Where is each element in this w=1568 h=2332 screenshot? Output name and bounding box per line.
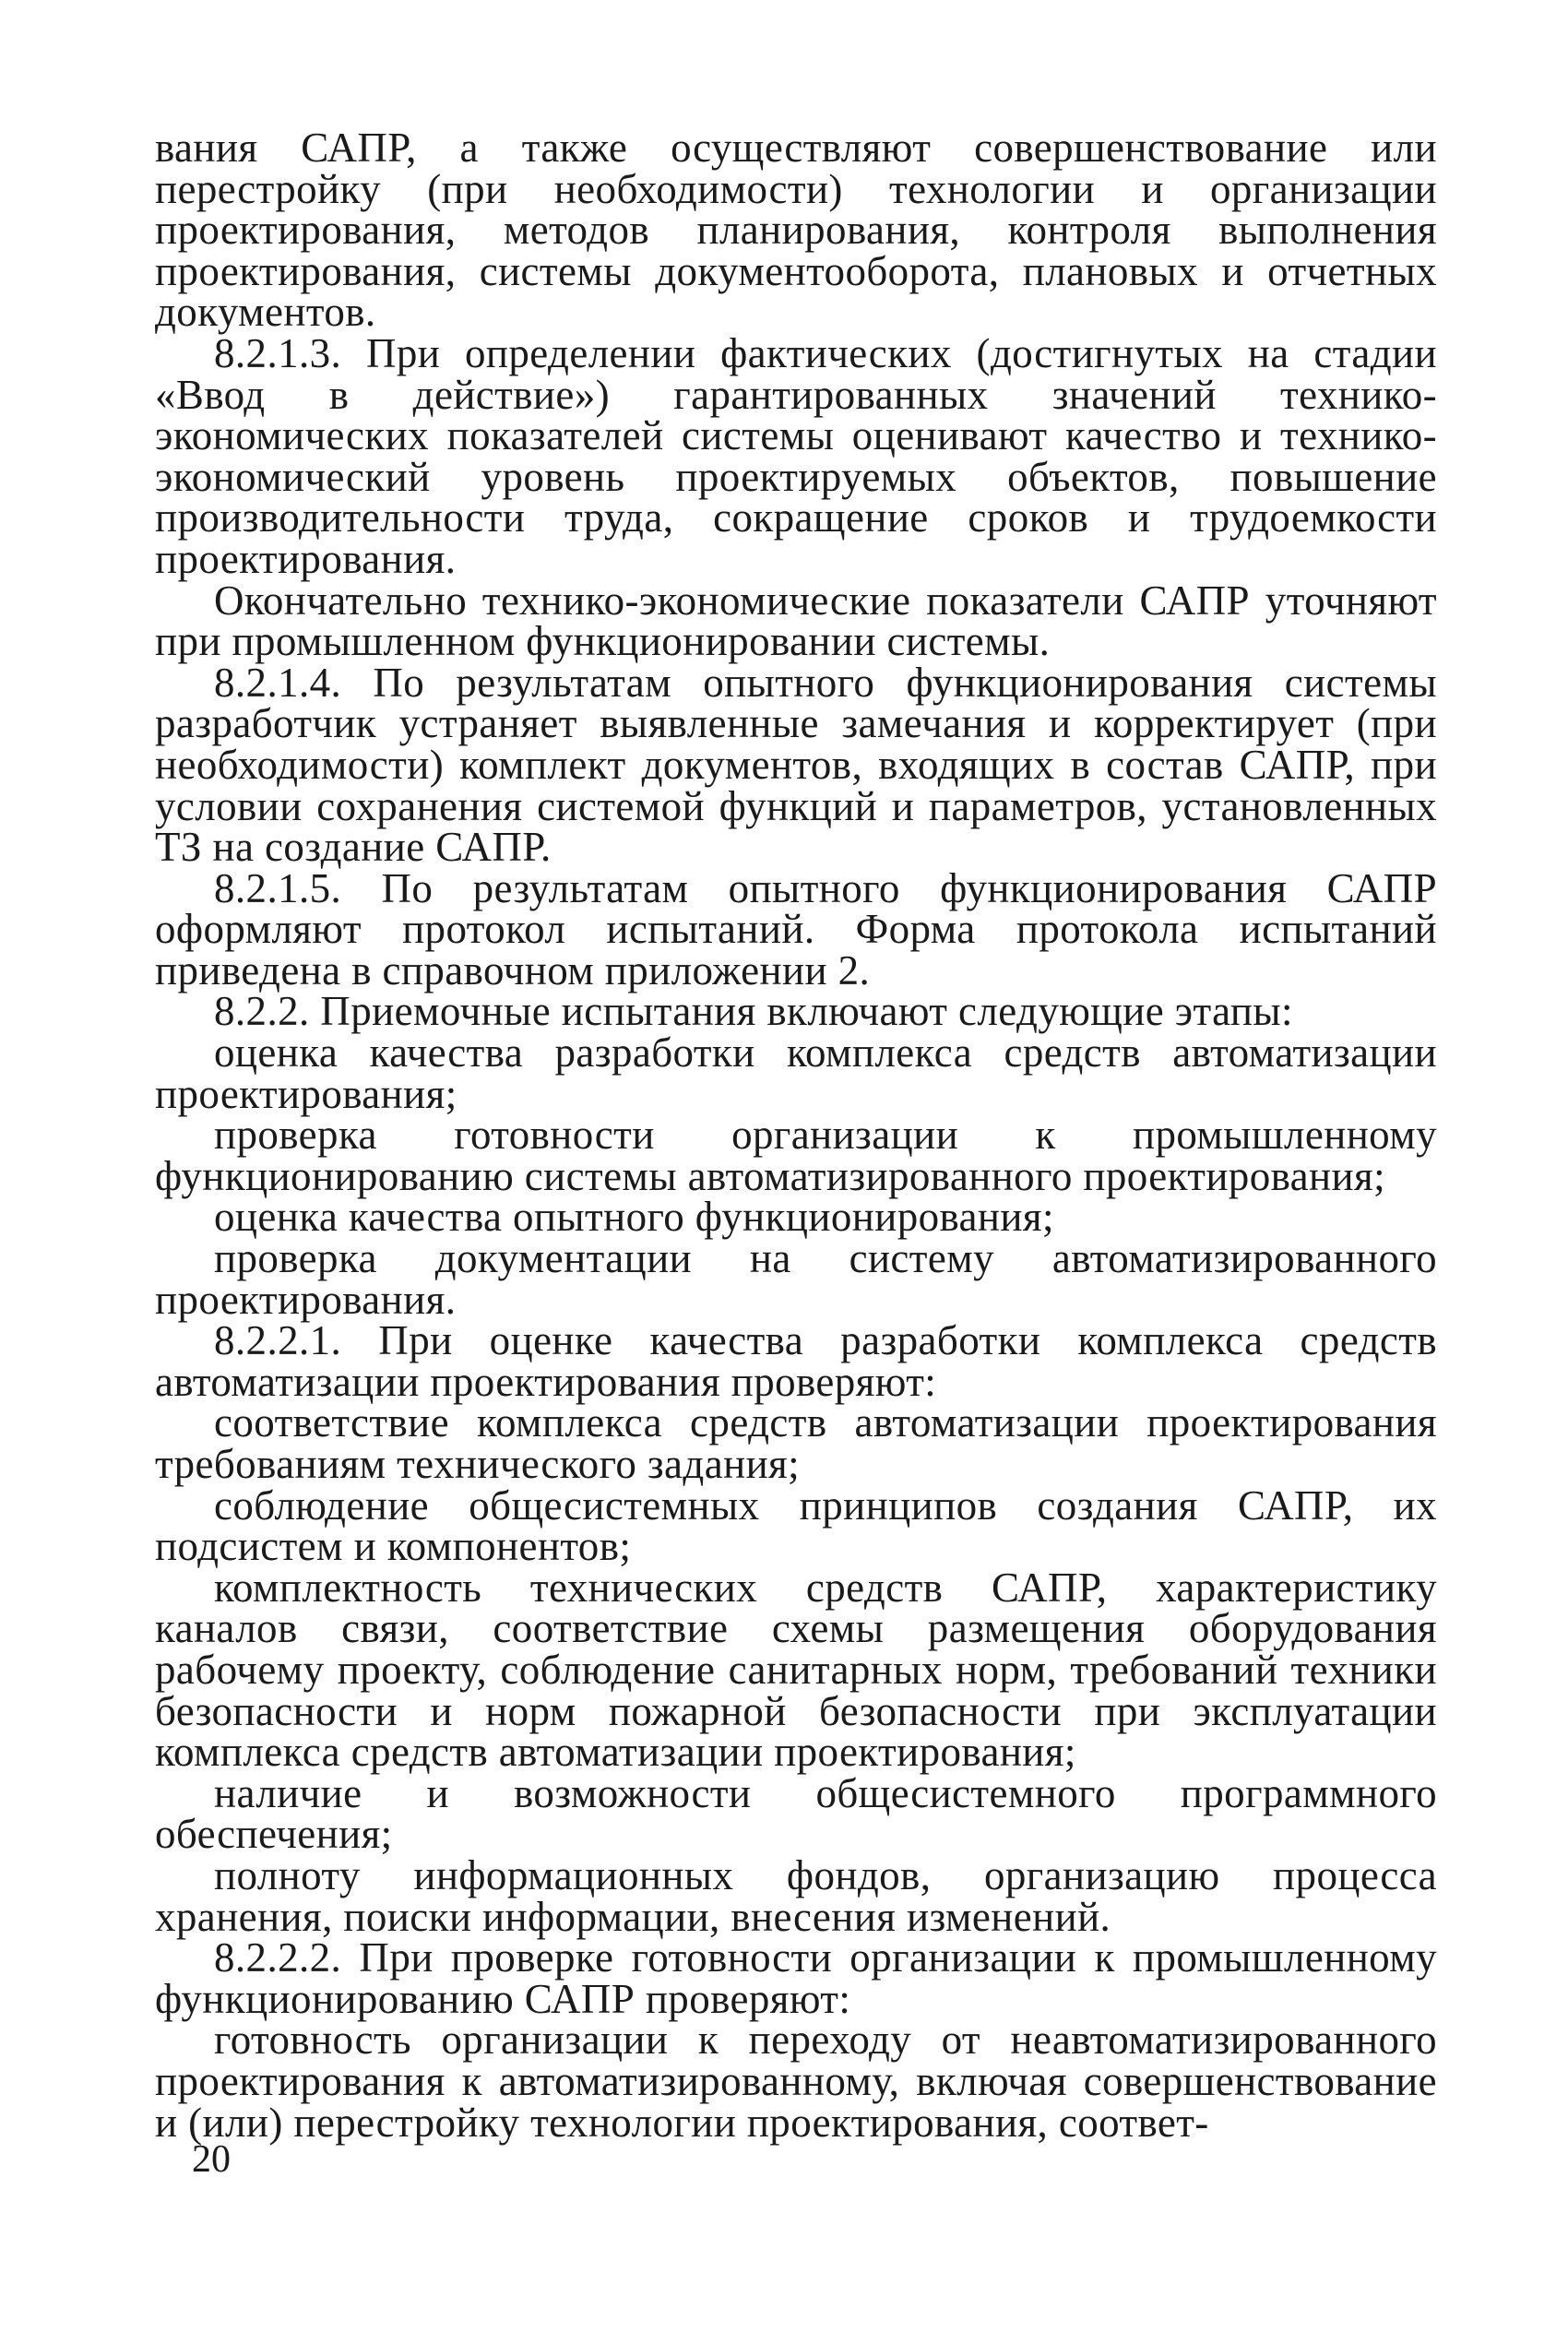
list-item: готовность организации к переходу от неавтоматизированного проектирования к автоматизированному, включая совершенствование и (или) перестройку технологии проектирования, соответ-	[155, 2017, 1437, 2146]
list-item: проверка готовности организации к промышленному функционированию системы автоматизированного проектирования;	[155, 1112, 1437, 1199]
list-item: наличие и возможности общесистемного программного обеспечения;	[155, 1769, 1437, 1858]
list-item: оценка качества разработки комплекса средств автоматизации проектирования;	[155, 1029, 1437, 1117]
paragraph-8-2-1-4: 8.2.1.4. По результатам опытного функционирования системы разработчик устраняет выявленные замечания и корректирует (при необходимости) комплект документов, входящих в состав САПР, при условии сохранения системой функций и параметров, установленных ТЗ на создание САПР.	[155, 659, 1437, 871]
page-number: 20	[192, 2138, 231, 2181]
paragraph-8-2-2: 8.2.2. Приемочные испытания включают следующие этапы:	[214, 988, 1293, 1035]
paragraph-final-indicators: Окончательно технико-экономические показатели САПР уточняют при промышленном функционировании системы.	[155, 577, 1437, 665]
page-body	[155, 125, 1437, 2146]
list-item: оценка качества опытного функционирования;	[214, 1194, 1054, 1241]
list-item: комплектность технических средств САПР, характеристику каналов связи, соответствие схемы размещения оборудования рабочему проекту, соблюдение санитарных норм, требований техники безопасности и норм пожарной безопасности при эксплуатации комплекса средств автоматизации проектирования;	[155, 1564, 1437, 1776]
list-item: соблюдение общесистемных принципов создания САПР, их подсистем и компонентов;	[155, 1481, 1437, 1570]
list-item: полноту информационных фондов, организацию процесса хранения, поиски информации, внесения изменений.	[155, 1851, 1437, 1940]
list-item: соответствие комплекса средств автоматизации проектирования требованиям технического задания;	[155, 1399, 1437, 1487]
list-item: проверка документации на систему автоматизированного проектирования.	[155, 1235, 1437, 1323]
paragraph-8-2-2-1: 8.2.2.1. При оценке качества разработки комплекса средств автоматизации проектирования проверяют:	[155, 1317, 1437, 1405]
paragraph-continuation: вания САПР, а также осуществляют совершенствование или перестройку (при необходимости) технологии и организации проектирования, методов планирования, контроля выполнения проектирования, системы документооборота, плановых и отчетных документов.	[155, 125, 1437, 336]
paragraph-8-2-1-5: 8.2.1.5. По результатам опытного функционирования САПР оформляют протокол испытаний. Форма протокола испытаний приведена в справочном приложении 2.	[155, 864, 1437, 993]
paragraph-8-2-2-2: 8.2.2.2. При проверке готовности организации к промышленному функционированию САПР проверяют:	[155, 1934, 1437, 2022]
paragraph-8-2-1-3: 8.2.1.3. При определении фактических (достигнутых на стадии «Ввод в действие») гарантированных значений технико-экономических показателей системы оценивают качество и технико-экономический уровень проектируемых объектов, повышение производительности труда, сокращение сроков и трудоемкости проектирования.	[155, 329, 1437, 582]
